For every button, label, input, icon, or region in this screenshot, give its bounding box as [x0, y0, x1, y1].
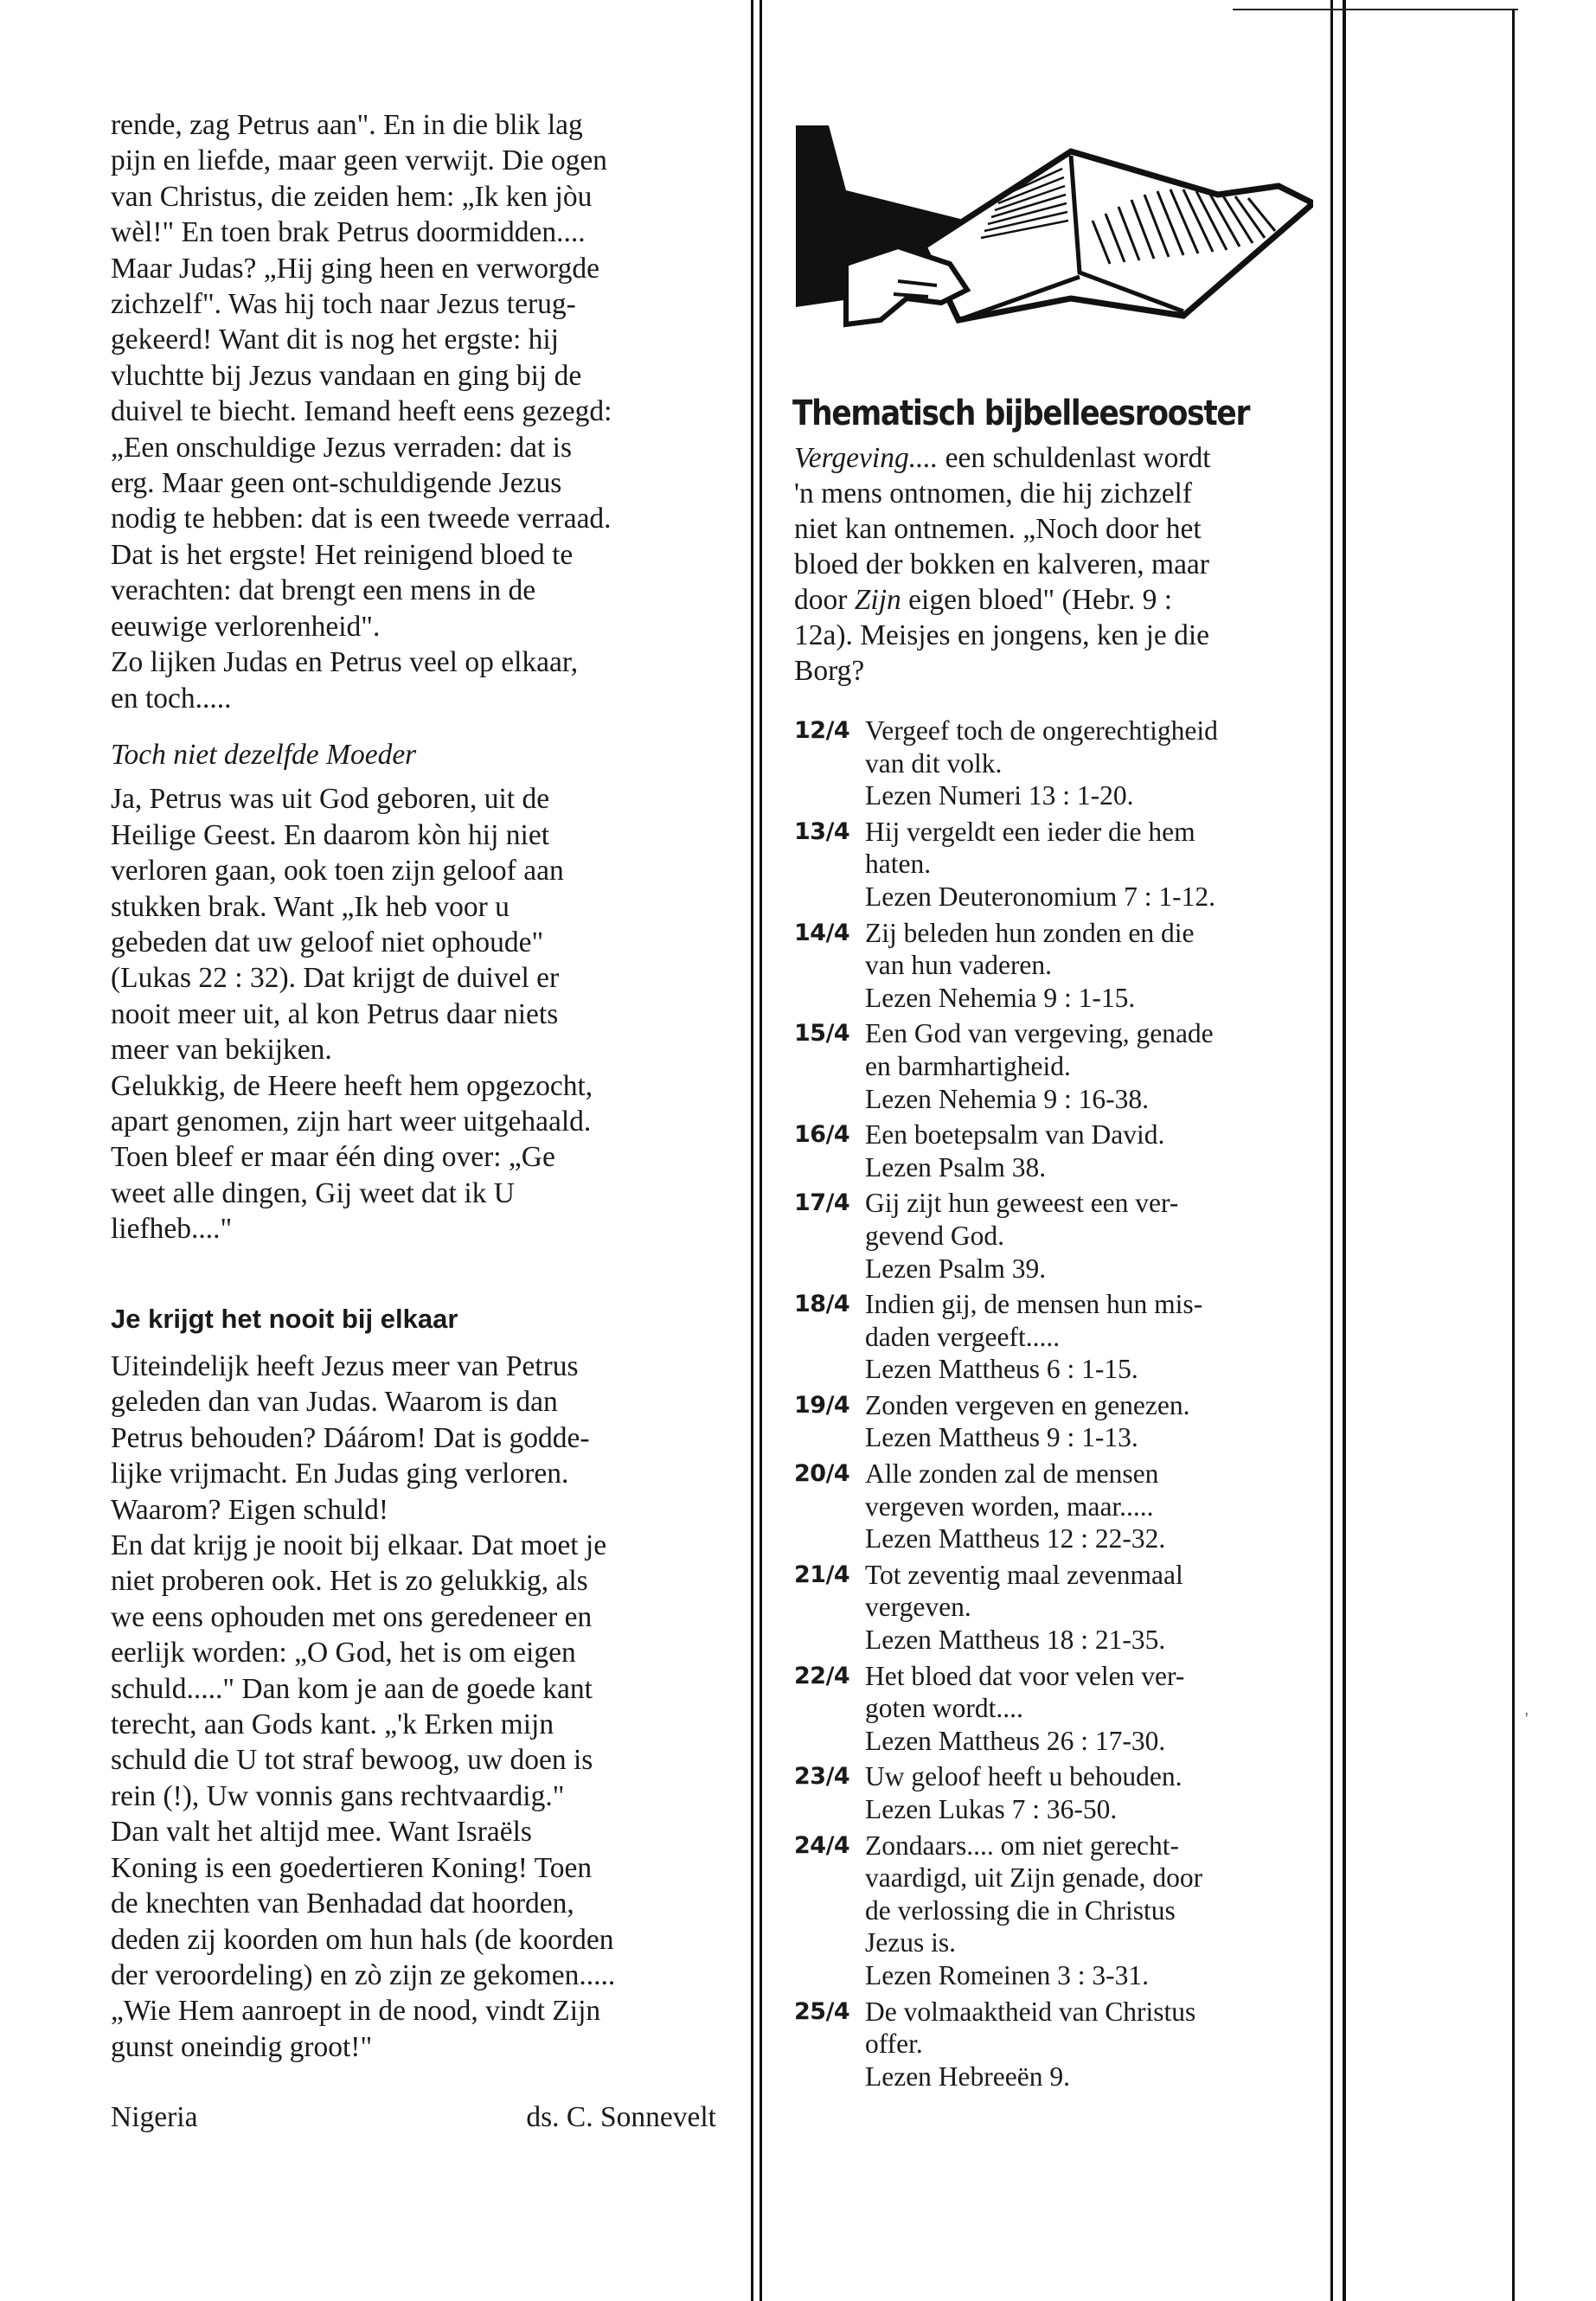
intro-line-3: niet kan ontnemen. „Noch door het	[794, 513, 1202, 545]
top-rule	[1233, 9, 1518, 10]
reading-date: 23/4	[794, 1763, 850, 1791]
article-line: „Wie Hem aanroept in de nood, vindt Zijn	[111, 1995, 601, 2028]
article-line: (Lukas 22 : 32). Dat krijgt de duivel er	[111, 962, 560, 995]
article-line: schuld....." Dan kom je aan de goede kant	[111, 1672, 593, 1705]
article-line: en toch.....	[111, 682, 232, 715]
article-line: Zo lijken Judas en Petrus veel op elkaar,	[111, 646, 579, 679]
article-line: van Christus, die zeiden hem: „Ik ken jòu	[111, 180, 593, 213]
reading-text: Een boetepsalm van David.	[865, 1119, 1165, 1150]
reading-text: Indien gij, de mensen hun mis-	[865, 1289, 1203, 1320]
reading-text: Jezus is.	[865, 1927, 956, 1958]
reading-date: 14/4	[794, 919, 850, 946]
article-line: Ja, Petrus was uit God geboren, uit de	[111, 783, 550, 816]
article-column	[111, 107, 734, 2136]
reading-text: Het bloed dat voor velen ver-	[865, 1660, 1185, 1691]
article-line: Gelukkig, de Heere heeft hem opgezocht,	[111, 1069, 593, 1102]
article-line: Heilige Geest. En daarom kòn hij niet	[111, 818, 550, 851]
gutter-rule-3	[1330, 0, 1333, 2301]
location: Nigeria	[111, 2101, 198, 2134]
reading-text: Hij vergeldt een ieder die hem	[865, 816, 1195, 847]
article-line: gebeden dat uw geloof niet ophoude"	[111, 926, 544, 958]
article-line: terecht, aan Gods kant. „'k Erken mijn	[111, 1708, 554, 1741]
reading-reference: Lezen Psalm 38.	[865, 1151, 1047, 1183]
reading-text: daden vergeeft.....	[865, 1321, 1061, 1352]
article-paragraph-1	[111, 107, 734, 716]
subheading-je-krijgt: Je krijgt het nooit bij elkaar	[111, 1303, 458, 1334]
reading-body	[865, 1559, 1313, 1657]
article-paragraph-2	[111, 781, 734, 1247]
reading-item	[794, 715, 1313, 812]
gutter-rule-1	[751, 0, 753, 2301]
article-line: nodig te hebben: dat is een tweede verraad.	[111, 503, 612, 535]
article-line: Dan valt het altijd mee. Want Israëls	[111, 1816, 532, 1849]
reading-text: haten.	[865, 849, 932, 880]
reading-text: Vergeef toch de ongerechtigheid	[865, 715, 1218, 746]
reading-item	[794, 816, 1313, 913]
stray-mark: '	[1525, 1709, 1529, 1728]
article-line: we eens ophouden met ons geredeneer en	[111, 1600, 593, 1633]
reading-body	[865, 1458, 1313, 1555]
reading-reference: Lezen Mattheus 6 : 1-15.	[865, 1354, 1138, 1385]
reading-body	[865, 1389, 1313, 1454]
reading-item	[794, 1118, 1313, 1183]
article-line: Petrus behouden? Dáárom! Dat is godde-	[111, 1421, 590, 1454]
article-line: weet alle dingen, Gij weet dat ik U	[111, 1176, 515, 1209]
article-line: En dat krijg je nooit bij elkaar. Dat moet je	[111, 1529, 607, 1562]
intro-line-2: 'n mens ontnomen, die hij zichzelf	[794, 478, 1193, 510]
reading-item	[794, 1017, 1313, 1115]
article-line: „Een onschuldige Jezus verraden: dat is	[111, 431, 573, 464]
intro-zijn: Zijn	[854, 584, 901, 616]
reading-body	[865, 1996, 1313, 2093]
reading-text: offer.	[865, 2029, 923, 2060]
reading-text: van dit volk.	[865, 747, 1003, 779]
reading-reference: Lezen Mattheus 9 : 1-13.	[865, 1422, 1138, 1453]
reading-item	[794, 1458, 1313, 1555]
reading-body	[865, 1660, 1313, 1758]
article-line: Uiteindelijk heeft Jezus meer van Petrus	[111, 1350, 579, 1382]
article-line: gekeerd! Want dit is nog het ergste: hij	[111, 324, 559, 356]
reading-body	[865, 715, 1313, 812]
article-line: eeuwige verlorenheid".	[111, 610, 381, 643]
reading-text: goten wordt....	[865, 1693, 1023, 1724]
reading-item	[794, 1996, 1313, 2093]
article-paragraph-3	[111, 1349, 734, 2065]
article-line: lijke vrijmacht. En Judas ging verloren.	[111, 1458, 569, 1490]
gutter-rule-4	[1343, 0, 1346, 2301]
reading-reference: Lezen Hebreeën 9.	[865, 2061, 1070, 2092]
article-line: Toen bleef er maar één ding over: „Ge	[111, 1141, 555, 1174]
reading-text: Zonden vergeven en genezen.	[865, 1389, 1190, 1420]
reading-body	[865, 917, 1313, 1015]
reading-text: Gij zijt hun geweest een ver-	[865, 1188, 1179, 1219]
open-bible-with-hand-icon	[794, 117, 1313, 359]
reading-date: 18/4	[794, 1291, 850, 1318]
reading-date: 24/4	[794, 1831, 850, 1859]
article-line: verachten: dat brengt een mens in de	[111, 574, 536, 607]
article-line: meer van bekijken.	[111, 1034, 332, 1067]
reading-body	[865, 1288, 1313, 1386]
article-line: Koning is een goedertieren Koning! Toen	[111, 1851, 593, 1884]
reading-body	[865, 1187, 1313, 1285]
reading-text: Een God van vergeving, genade	[865, 1018, 1214, 1049]
schedule-title: Thematisch bijbelleesrooster	[792, 394, 1250, 433]
reading-text: van hun vaderen.	[865, 950, 1053, 981]
reading-date: 12/4	[794, 717, 850, 744]
reading-date: 25/4	[794, 1997, 850, 2025]
article-line: vluchtte bij Jezus vandaan en ging bij de	[111, 359, 582, 392]
reading-list	[794, 715, 1313, 2093]
reading-item	[794, 1760, 1313, 1825]
reading-date: 15/4	[794, 1020, 850, 1048]
reading-reference: Lezen Mattheus 26 : 17-30.	[865, 1725, 1166, 1756]
reading-date: 16/4	[794, 1121, 850, 1149]
article-line: Maar Judas? „Hij ging heen en verworgde	[111, 252, 599, 285]
reading-text: vaardigd, uit Zijn genade, door	[865, 1862, 1203, 1894]
article-line: Dat is het ergste! Het reinigend bloed te	[111, 538, 574, 571]
article-line: Waarom? Eigen schuld!	[111, 1493, 389, 1526]
reading-text: vergeven worden, maar.....	[865, 1490, 1154, 1522]
reading-text: gevend God.	[865, 1220, 1004, 1251]
article-line: eerlijk worden: „O God, het is om eigen	[111, 1637, 576, 1670]
article-line: rende, zag Petrus aan". En in die blik lag	[111, 109, 583, 141]
intro-line-7: Borg?	[794, 655, 865, 687]
article-line: zichzelf". Was hij toch naar Jezus terug-	[111, 288, 576, 321]
article-line: de knechten van Benhadad dat hoorden,	[111, 1888, 574, 1920]
reading-item	[794, 1288, 1313, 1386]
article-line: erg. Maar geen ont-schuldigende Jezus	[111, 467, 562, 500]
reading-text: en barmhartigheid.	[865, 1050, 1071, 1081]
article-line: duivel te biecht. Iemand heeft eens gezegd:	[111, 395, 612, 428]
reading-reference: Lezen Mattheus 12 : 22-32.	[865, 1523, 1166, 1554]
reading-text: vergeven.	[865, 1592, 971, 1623]
reading-reference: Lezen Deuteronomium 7 : 1-12.	[865, 881, 1216, 912]
article-line: apart genomen, zijn hart weer uitgehaald.	[111, 1105, 592, 1138]
right-edge-rule	[1512, 9, 1515, 2301]
article-line: niet proberen ook. Het is zo gelukkig, als	[111, 1565, 588, 1598]
reading-item	[794, 1559, 1313, 1657]
reading-reference: Lezen Mattheus 18 : 21-35.	[865, 1625, 1166, 1656]
intro-door: door	[794, 584, 855, 616]
article-line: geleden dan van Judas. Waarom is dan	[111, 1386, 558, 1419]
intro-line-1: een schuldenlast wordt	[938, 442, 1211, 474]
article-line: nooit meer uit, al kon Petrus daar niets	[111, 997, 559, 1030]
article-line: deden zij koorden om hun hals (de koorden	[111, 1923, 614, 1956]
reading-date: 19/4	[794, 1391, 850, 1419]
reading-text: Alle zonden zal de mensen	[865, 1458, 1159, 1490]
reading-date: 21/4	[794, 1561, 850, 1588]
reading-text: Zondaars.... om niet gerecht-	[865, 1830, 1179, 1861]
reading-body	[865, 816, 1313, 913]
reading-body	[865, 1118, 1313, 1183]
intro-italic: Vergeving....	[794, 442, 939, 474]
reading-reference: Lezen Romeinen 3 : 3-31.	[865, 1959, 1150, 1990]
reading-item	[794, 1187, 1313, 1285]
article-line: pijn en liefde, maar geen verwijt. Die ogen	[111, 144, 607, 177]
article-line: verloren gaan, ook toen zijn geloof aan	[111, 855, 564, 888]
reading-reference: Lezen Nehemia 9 : 1-15.	[865, 982, 1136, 1013]
gutter-rule-2	[760, 0, 762, 2301]
article-line: stukken brak. Want „Ik heb voor u	[111, 890, 510, 923]
reading-date: 17/4	[794, 1189, 850, 1217]
reading-item	[794, 917, 1313, 1015]
article-line: gunst oneindig groot!"	[111, 2030, 373, 2063]
reading-reference: Lezen Psalm 39.	[865, 1253, 1047, 1284]
schedule-intro	[794, 440, 1313, 689]
reading-body	[865, 1760, 1313, 1825]
reading-body	[865, 1017, 1313, 1115]
reading-body	[865, 1830, 1313, 1992]
article-line: der veroordeling) en zò zijn ze gekomen.....	[111, 1958, 616, 1991]
author: ds. C. Sonnevelt	[526, 2101, 716, 2134]
reading-reference: Lezen Lukas 7 : 36-50.	[865, 1794, 1118, 1824]
article-line: rein (!), Uw vonnis gans rechtvaardig."	[111, 1779, 565, 1812]
intro-line-6: 12a). Meisjes en jongens, ken je die	[794, 619, 1210, 651]
signature-line	[111, 2099, 716, 2135]
subheading-toch-niet: Toch niet dezelfde Moeder	[111, 738, 417, 771]
article-line: wèl!" En toen brak Petrus doormidden....	[111, 216, 586, 249]
reading-item	[794, 1389, 1313, 1454]
intro-rest: eigen bloed" (Hebr. 9 :	[901, 584, 1173, 616]
schedule-column	[794, 108, 1313, 2096]
intro-line-4: bloed der bokken en kalveren, maar	[794, 548, 1209, 580]
reading-date: 20/4	[794, 1460, 850, 1488]
reading-text: Uw geloof heeft u behouden.	[865, 1761, 1183, 1792]
reading-text: Zij beleden hun zonden en die	[865, 917, 1195, 948]
article-line: schuld die U tot straf bewoog, uw doen is	[111, 1744, 593, 1777]
article-line: liefheb...."	[111, 1213, 233, 1246]
reading-text: Tot zeventig maal zevenmaal	[865, 1559, 1183, 1590]
reading-date: 22/4	[794, 1662, 850, 1689]
reading-text: de verlossing die in Christus	[865, 1894, 1176, 1926]
reading-reference: Lezen Numeri 13 : 1-20.	[865, 780, 1134, 811]
reading-reference: Lezen Nehemia 9 : 16-38.	[865, 1083, 1149, 1114]
reading-item	[794, 1660, 1313, 1758]
reading-text: De volmaaktheid van Christus	[865, 1996, 1196, 2027]
reading-date: 13/4	[794, 817, 850, 845]
reading-item	[794, 1830, 1313, 1992]
